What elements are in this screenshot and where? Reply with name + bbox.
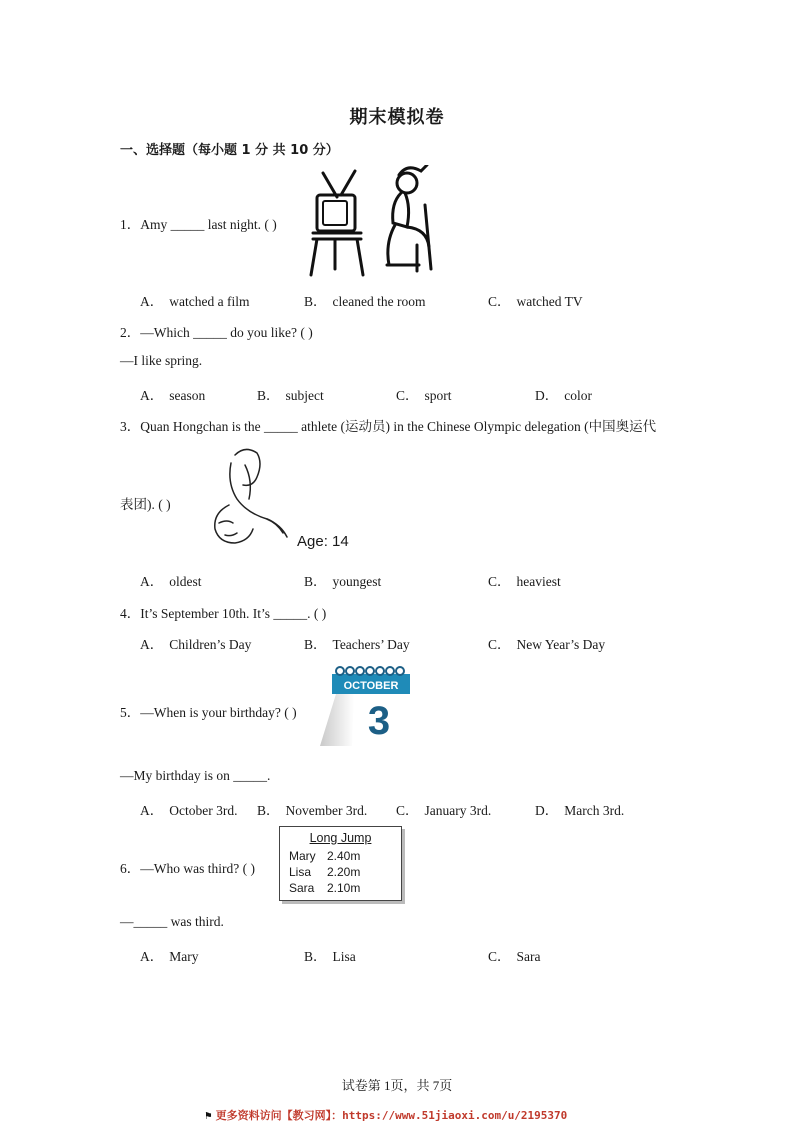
diver-illustration xyxy=(205,445,295,550)
svg-text:3: 3 xyxy=(367,699,391,743)
table-title: Long Jump xyxy=(309,831,372,845)
question-3-option-a[interactable]: A． oldest xyxy=(140,574,202,589)
page-footer: 试卷第 1页，共 7页 xyxy=(341,1078,453,1093)
question-6-option-b[interactable]: B． Lisa xyxy=(304,949,356,964)
question-6-answer-line: —_____ was third. xyxy=(120,914,224,929)
svg-text:OCTOBER: OCTOBER xyxy=(343,680,399,692)
question-5-option-c[interactable]: C． January 3rd. xyxy=(396,803,492,818)
question-2-answer-line: —I like spring. xyxy=(120,353,203,368)
question-2-option-b[interactable]: B． subject xyxy=(257,388,324,403)
question-3-stem: 3．Quan Hongchan is the _____ athlete (运动员) in the Chinese Olympic delegation (中国奥运代 xyxy=(120,419,657,434)
question-5-stem: 5．—When is your birthday? ( ) xyxy=(120,705,297,720)
question-6-stem: 6．—Who was third? ( ) xyxy=(120,861,255,876)
resource-link[interactable]: ⚑ 更多资料访问【教习网】：https://www.51jiaoxi.com/u/2195370 xyxy=(205,1109,568,1122)
question-4-stem: 4．It’s September 10th. It’s _____. ( ) xyxy=(120,606,327,621)
question-4-option-a[interactable]: A． Children’s Day xyxy=(140,637,252,652)
question-5-option-b[interactable]: B． November 3rd. xyxy=(257,803,368,818)
flag-icon: ⚑ xyxy=(205,1109,212,1122)
calendar-icon xyxy=(318,662,413,748)
question-4-option-b[interactable]: B． Teachers’ Day xyxy=(304,637,410,652)
question-1-option-a[interactable]: A． watched a film xyxy=(140,294,250,309)
question-1-option-b[interactable]: B． cleaned the room xyxy=(304,294,426,309)
question-3-option-c[interactable]: C． heaviest xyxy=(488,574,561,589)
question-5-answer-line: —My birthday is on _____. xyxy=(120,768,271,783)
question-2-stem: 2．—Which _____ do you like? ( ) xyxy=(120,325,313,340)
age-caption: Age: 14 xyxy=(297,533,349,550)
question-2-option-a[interactable]: A． season xyxy=(140,388,206,403)
section-heading: 一、选择题（每小题 1 分 共 10 分） xyxy=(120,143,339,158)
tv-and-girl-illustration xyxy=(305,165,445,277)
question-5-option-d[interactable]: D． March 3rd. xyxy=(535,803,625,818)
question-1-stem: 1．Amy _____ last night. ( ) xyxy=(120,217,277,232)
table-row: Lisa 2.20m xyxy=(289,865,361,879)
question-1-option-c[interactable]: C． watched TV xyxy=(488,294,583,309)
question-5-option-a[interactable]: A． October 3rd. xyxy=(140,803,238,818)
table-row: Sara 2.10m xyxy=(289,881,361,895)
question-6-option-a[interactable]: A． Mary xyxy=(140,949,199,964)
question-2-option-d[interactable]: D． color xyxy=(535,388,592,403)
question-3-stem-continued: 表团). ( ) xyxy=(120,497,171,512)
question-2-option-c[interactable]: C． sport xyxy=(396,388,452,403)
page-title: 期末模拟卷 xyxy=(349,107,445,128)
long-jump-table xyxy=(279,826,402,901)
table-row: Mary 2.40m xyxy=(289,849,361,863)
question-4-option-c[interactable]: C． New Year’s Day xyxy=(488,637,606,652)
question-3-option-b[interactable]: B． youngest xyxy=(304,574,382,589)
question-6-option-c[interactable]: C． Sara xyxy=(488,949,541,964)
